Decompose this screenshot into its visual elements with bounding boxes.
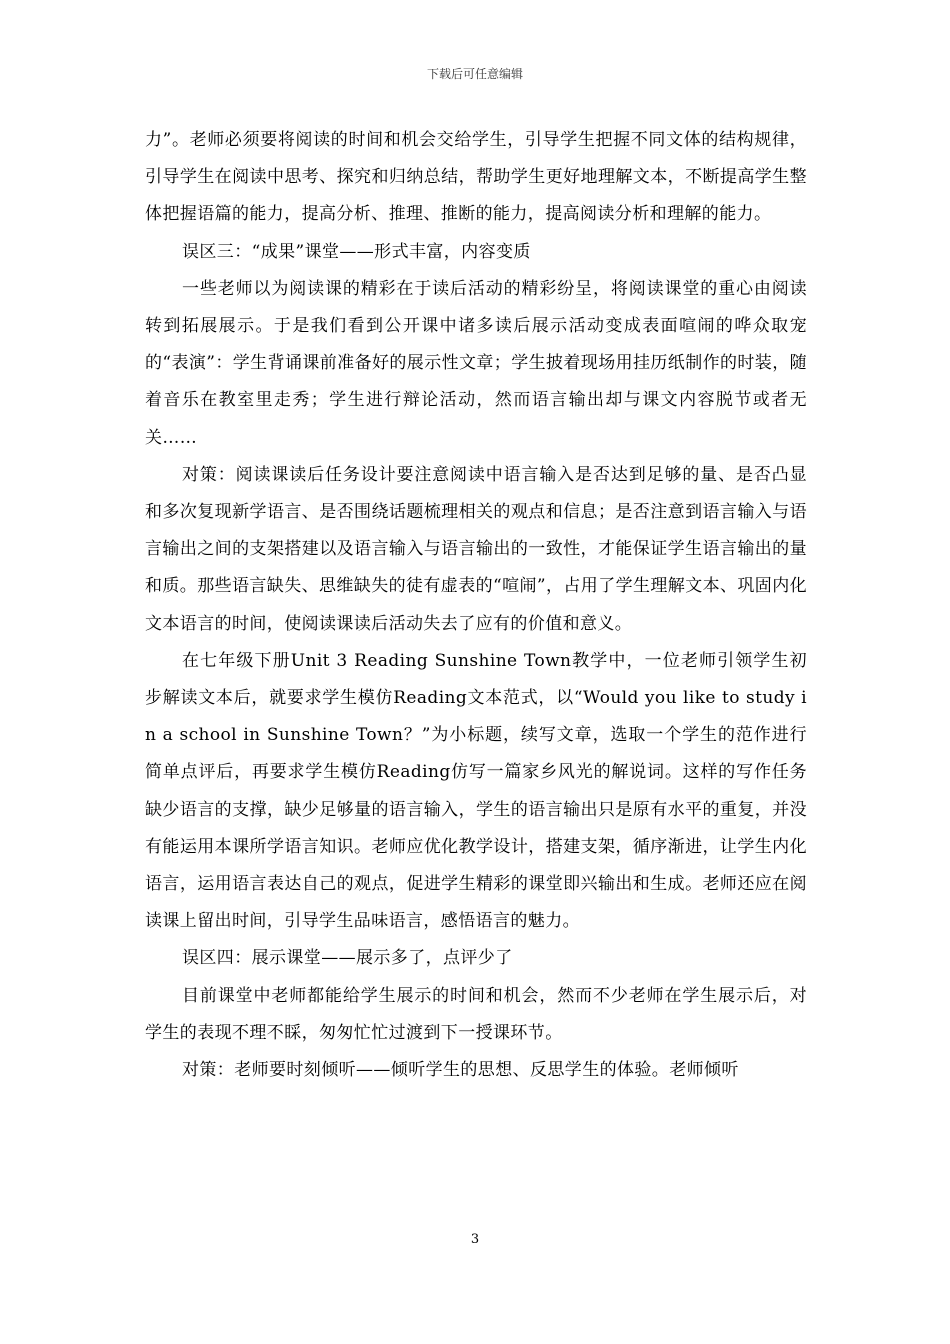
page-number: 3 — [470, 1232, 480, 1247]
section-heading-misconception-3: 误区三：“成果”课堂——形式丰富，内容变质 — [182, 241, 531, 262]
paragraph-continuation: 力”。老师必须要将阅读的时间和机会交给学生，引导学生把握不同文体的结构规律，引导学生在阅读中思考、探究和归纳总结，帮助学生更好地理解文本，不断提高学生整体把握语篇的能力，提高分析、推理、推断的能力，提高阅读分析和理解的能力。 — [145, 130, 807, 225]
paragraph-misconception-4-description: 目前课堂中老师都能给学生展示的时间和机会，然而不少老师在学生展示后，对学生的表现不理不睬，匆匆忙忙过渡到下一授课环节。 — [145, 985, 807, 1043]
document-body — [145, 122, 807, 1089]
paragraph-misconception-3-strategy: 对策：阅读课读后任务设计要注意阅读中语言输入是否达到足够的量、是否凸显和多次复现新学语言、是否围绕话题梳理相关的观点和信息；是否注意到语言输入与语言输出之间的支架搭建以及语言输入与语言输出的一致性，才能保证学生语言输出的量和质。那些语言缺失、思维缺失的徒有虚表的“喧闹”，占用了学生理解文本、巩固内化文本语言的时间，使阅读课读后活动失去了应有的价值和意义。 — [145, 464, 807, 634]
paragraph-example-sunshine-town: 在七年级下册Unit 3 Reading Sunshine Town教学中，一位老师引领学生初步解读文本后，就要求学生模仿Reading文本范式，以“Would you like to study in a school in Sunshine Town？”为小标题，续写文章，选取一个学生的范作进行简单点评后，再要求学生模仿Reading仿写一篇家乡风光的解说词。这样的写作任务缺少语言的支撑，缺少足够量的语言输入，学生的语言输出只是原有水平的重复，并没有能运用本课所学语言知识。老师应优化教学设计，搭建支架，循序渐进，让学生内化语言，运用语言表达自己的观点，促进学生精彩的课堂即兴输出和生成。老师还应在阅读课上留出时间，引导学生品味语言，感悟语言的魅力。 — [145, 650, 807, 932]
paragraph-misconception-4-strategy: 对策：老师要时刻倾听——倾听学生的思想、反思学生的体验。老师倾听 — [182, 1060, 739, 1081]
section-heading-misconception-4: 误区四：展示课堂——展示多了，点评少了 — [182, 948, 513, 969]
page-header: 下载后可任意编辑 — [426, 67, 523, 81]
paragraph-misconception-3-description: 一些老师以为阅读课的精彩在于读后活动的精彩纷呈，将阅读课堂的重心由阅读转到拓展展示。于是我们看到公开课中诸多读后展示活动变成表面喧闹的哗众取宠的“表演”：学生背诵课前准备好的展示性文章；学生披着现场用挂历纸制作的时装，随着音乐在教室里走秀；学生进行辩论活动，然而语言输出却与课文内容脱节或者无关…… — [145, 278, 807, 448]
